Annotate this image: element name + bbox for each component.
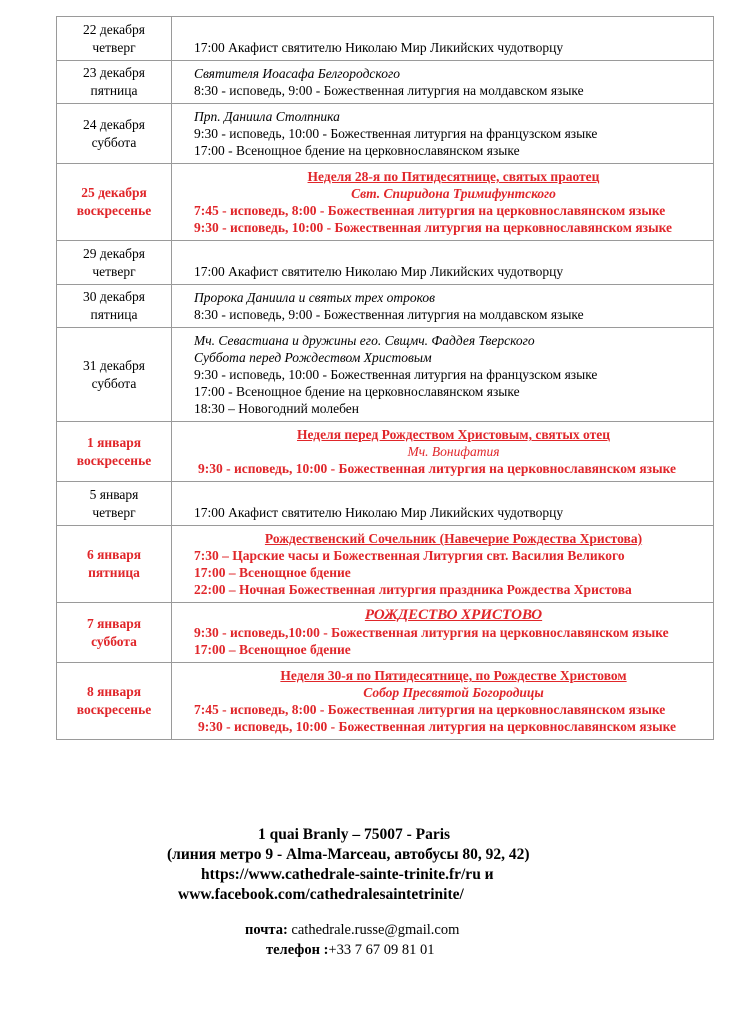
email-address[interactable]: cathedrale.russe@gmail.com — [291, 922, 460, 938]
row-date — [57, 526, 172, 603]
date-weekday: четверг — [92, 263, 136, 279]
row-services — [172, 104, 714, 164]
feast-title: Неделя 28-я по Пятидесятнице, святых праотец — [307, 169, 600, 184]
row-services — [172, 482, 714, 526]
phone-number: +33 7 67 09 81 01 — [328, 942, 435, 958]
date-day: 24 декабря — [83, 116, 145, 132]
row-services — [172, 61, 714, 104]
date-weekday: воскресенье — [76, 203, 152, 218]
row-date — [57, 603, 172, 663]
date-day: 1 января — [86, 434, 142, 450]
row-services — [172, 603, 714, 663]
row-date — [57, 61, 172, 104]
schedule-row — [57, 328, 714, 422]
service-line: 7:30 – Царские часы и Божественная Литургия свт. Василия Великого — [194, 548, 625, 563]
row-services — [172, 285, 714, 328]
date-weekday: пятница — [90, 307, 138, 322]
schedule-row — [57, 422, 714, 482]
row-date — [57, 241, 172, 285]
schedule-row — [57, 482, 714, 526]
date-weekday: четверг — [92, 504, 136, 520]
row-date — [57, 422, 172, 482]
date-weekday: пятница — [88, 565, 140, 580]
date-weekday: воскресенье — [76, 702, 152, 717]
schedule-row — [57, 241, 714, 285]
service-line: 9:30 - исповедь, 10:00 - Божественная литургия на церковнославянском языке — [198, 461, 677, 476]
date-weekday: суббота — [91, 375, 137, 391]
row-services — [172, 328, 714, 422]
schedule-row — [57, 104, 714, 164]
date-weekday: суббота — [91, 134, 137, 150]
date-day: 29 декабря — [83, 245, 145, 261]
service-line: 22:00 – Ночная Божественная литургия праздника Рождества Христова — [194, 582, 632, 597]
service-line: 17:00 Акафист святителю Николаю Мир Ликийских чудотворцу — [194, 264, 564, 279]
phone-label: телефон : — [266, 942, 329, 958]
service-line: 18:30 – Новогодний молебен — [194, 401, 360, 416]
date-day: 5 января — [89, 486, 139, 502]
service-line: 9:30 - исповедь, 10:00 - Божественная литургия на церковнославянском языке — [194, 220, 673, 235]
row-date — [57, 17, 172, 61]
service-line: 9:30 - исповедь, 10:00 - Божественная литургия на французском языке — [194, 126, 598, 141]
row-services — [172, 17, 714, 61]
saint-commemoration: Прп. Даниила Столпника — [194, 109, 340, 124]
schedule-row — [57, 603, 714, 663]
transport-info: (линия метро 9 - Alma-Marceau, автобусы 80, 92, 42) — [167, 846, 530, 863]
schedule-row — [57, 285, 714, 328]
service-line: 8:30 - исповедь, 9:00 - Божественная литургия на молдавском языке — [194, 83, 584, 98]
date-day: 25 декабря — [81, 185, 147, 200]
service-line: 7:45 - исповедь, 8:00 - Божественная литургия на церковнославянском языке — [194, 203, 666, 218]
saint-commemoration: Собор Пресвятой Богородицы — [363, 685, 544, 700]
schedule-row — [57, 663, 714, 740]
date-weekday: четверг — [92, 39, 136, 55]
service-line: 9:30 - исповедь, 10:00 - Божественная литургия на французском языке — [194, 367, 598, 382]
phone-line — [266, 942, 434, 959]
date-weekday: суббота — [91, 633, 137, 649]
schedule-row — [57, 17, 714, 61]
service-line: 17:00 – Всенощное бдение — [194, 565, 351, 580]
saint-commemoration: Свт. Спиридона Тримифунтского — [351, 186, 556, 201]
saint-commemoration: Святителя Иоасафа Белгородского — [194, 66, 400, 81]
address: 1 quai Branly – 75007 - Paris — [258, 826, 451, 843]
email-line — [245, 922, 459, 939]
website-link[interactable]: https://www.cathedrale-sainte-trinite.fr/ru и — [201, 866, 494, 883]
date-day: 6 января — [86, 547, 142, 562]
row-services — [172, 526, 714, 603]
schedule-row — [57, 164, 714, 241]
date-day: 30 декабря — [83, 289, 145, 304]
row-services — [172, 241, 714, 285]
facebook-link[interactable]: www.facebook.com/cathedralesaintetrinite/ — [178, 886, 464, 903]
service-line: 9:30 - исповедь,10:00 - Божественная литургия на церковнославянском языке — [194, 625, 669, 640]
saint-commemoration: Мч. Севастиана и дружины его. Свщмч. Фаддея Тверского — [194, 333, 535, 348]
service-line: 17:00 Акафист святителю Николаю Мир Ликийских чудотворцу — [194, 40, 564, 55]
service-line: 8:30 - исповедь, 9:00 - Божественная литургия на молдавском языке — [194, 307, 584, 322]
row-date — [57, 482, 172, 526]
row-date — [57, 285, 172, 328]
row-services — [172, 663, 714, 740]
feast-title: Рождественский Сочельник (Навечерие Рождества Христова) — [264, 531, 643, 546]
date-weekday: воскресенье — [76, 452, 152, 468]
row-date — [57, 164, 172, 241]
date-day: 23 декабря — [83, 65, 145, 80]
date-day: 22 декабря — [83, 21, 145, 37]
row-date — [57, 663, 172, 740]
schedule-row — [57, 61, 714, 104]
service-line: 17:00 - Всенощное бдение на церковнославянском языке — [194, 143, 520, 158]
saint-commemoration: Пророка Даниила и святых трех отроков — [194, 290, 435, 305]
date-day: 7 января — [86, 615, 142, 631]
saint-commemoration: Мч. Вонифатия — [407, 444, 500, 459]
row-date — [57, 328, 172, 422]
service-line: 17:00 Акафист святителю Николаю Мир Ликийских чудотворцу — [194, 505, 564, 520]
schedule-table — [56, 16, 714, 740]
feast-title: Неделя 30-я по Пятидесятнице, по Рождестве Христовом — [280, 668, 627, 683]
date-day: 8 января — [86, 684, 142, 699]
date-weekday: пятница — [90, 83, 138, 98]
row-services — [172, 422, 714, 482]
service-line: 9:30 - исповедь, 10:00 - Божественная литургия на церковнославянском языке — [198, 719, 677, 734]
email-label: почта: — [245, 922, 288, 938]
service-line: 7:45 - исповедь, 8:00 - Божественная литургия на церковнославянском языке — [194, 702, 666, 717]
row-services — [172, 164, 714, 241]
schedule-body — [57, 17, 714, 740]
row-date — [57, 104, 172, 164]
schedule-row — [57, 526, 714, 603]
service-line: 17:00 - Всенощное бдение на церковнославянском языке — [194, 384, 520, 399]
feast-title: Неделя перед Рождеством Христовым, святых отец — [296, 427, 611, 442]
service-line: РОЖДЕСТВО ХРИСТОВО — [364, 607, 543, 623]
date-day: 31 декабря — [83, 357, 145, 373]
saint-commemoration: Суббота перед Рождеством Христовым — [194, 350, 432, 365]
service-line: 17:00 – Всенощное бдение — [194, 642, 351, 657]
